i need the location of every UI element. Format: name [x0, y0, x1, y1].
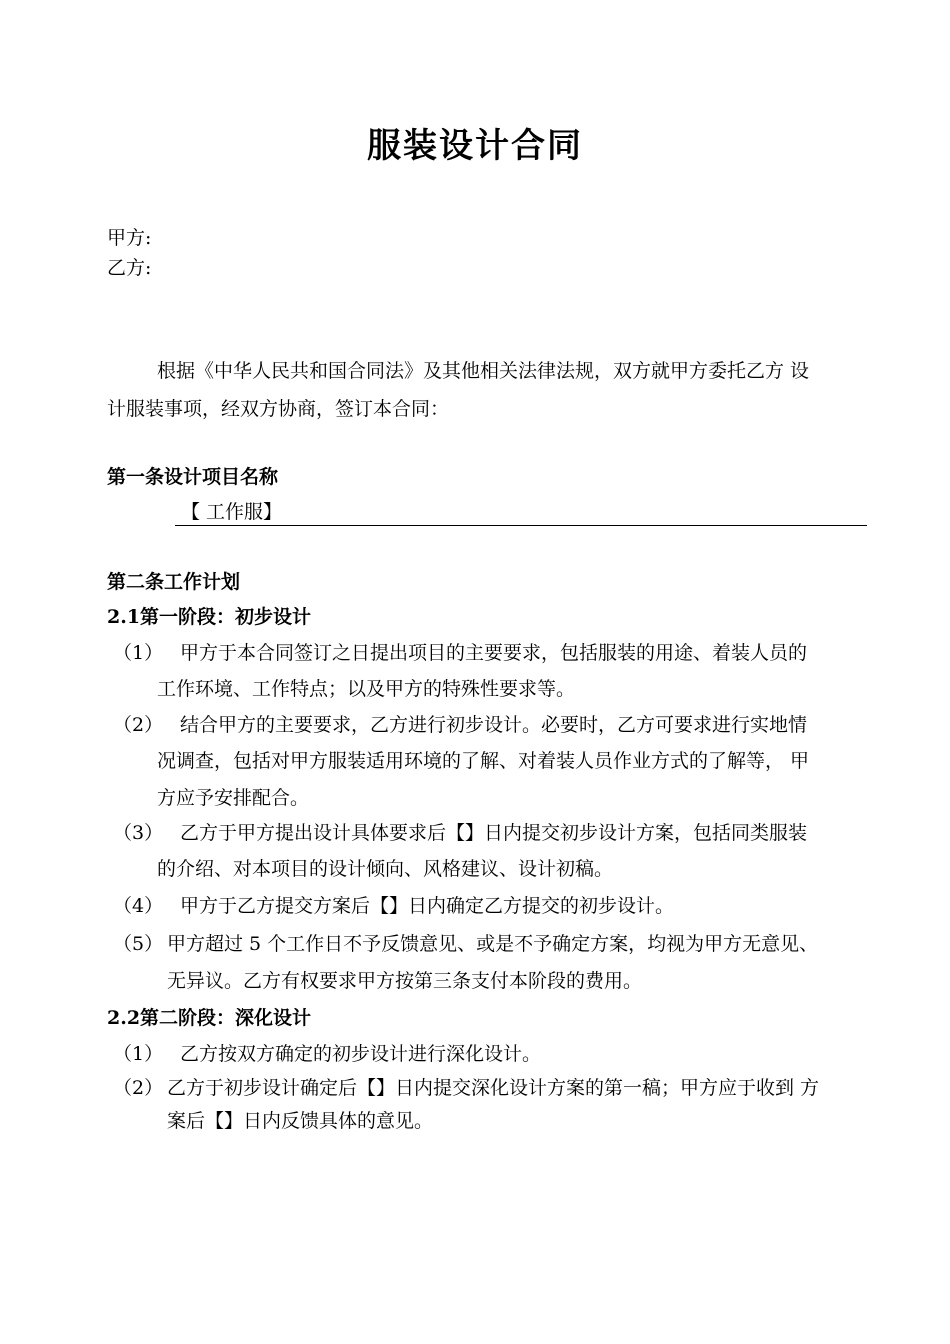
list-item-text: 的介绍、对本项目的设计倾向、风格建议、设计初稿。	[157, 858, 614, 880]
project-name: 【 工作服】	[181, 501, 283, 523]
list-item-number: （5）	[113, 933, 164, 955]
list-item-text: 结合甲方的主要要求，乙方进行初步设计。必要时，乙方可要求进行实地情	[180, 714, 808, 736]
list-item-text: 乙方按双方确定的初步设计进行深化设计。	[180, 1043, 542, 1065]
list-item-text: 工作环境、工作特点；以及甲方的特殊性要求等。	[157, 678, 576, 700]
party-a-label: 甲方:	[107, 227, 152, 249]
list-item-number: （1）	[113, 642, 164, 664]
project-name-underline	[175, 525, 867, 526]
list-item-text: 案后【】日内反馈具体的意见。	[167, 1110, 434, 1132]
list-item-text: 方应予安排配合。	[157, 787, 310, 809]
list-item-number: （4）	[113, 895, 164, 917]
section-2-2-heading: 2.2第二阶段：深化设计	[107, 1007, 312, 1029]
list-item-number: （2）	[113, 1077, 164, 1099]
list-item-text: 甲方于乙方提交方案后【】日内确定乙方提交的初步设计。	[180, 895, 675, 917]
list-item-text: 况调查，包括对甲方服装适用环境的了解、对着装人员作业方式的了解等， 甲	[157, 750, 810, 772]
list-item-text: 无异议。乙方有权要求甲方按第三条支付本阶段的费用。	[167, 970, 643, 992]
preamble-line-1: 根据《中华人民共和国合同法》及其他相关法律法规，双方就甲方委托乙方 设	[157, 360, 810, 382]
article-1-heading: 第一条设计项目名称	[107, 466, 279, 488]
list-item-number: （1）	[113, 1043, 164, 1065]
preamble-line-2: 计服装事项，经双方协商，签订本合同：	[107, 398, 450, 420]
party-b-label: 乙方:	[107, 257, 152, 279]
section-2-1-heading: 2.1第一阶段：初步设计	[107, 606, 312, 628]
list-item-number: （2）	[113, 714, 164, 736]
list-item-text: 甲方超过 5 个工作日不予反馈意见、或是不予确定方案，均视为甲方无意见、	[167, 933, 819, 955]
article-2-heading: 第二条工作计划	[107, 571, 241, 593]
document-title: 服装设计合同	[367, 126, 583, 166]
list-item-text: 甲方于本合同签订之日提出项目的主要要求，包括服装的用途、着装人员的	[180, 642, 808, 664]
list-item-number: （3）	[113, 822, 164, 844]
list-item-text: 乙方于甲方提出设计具体要求后【】日内提交初步设计方案，包括同类服装	[180, 822, 808, 844]
list-item-text: 乙方于初步设计确定后【】日内提交深化设计方案的第一稿；甲方应于收到 方	[167, 1077, 820, 1099]
